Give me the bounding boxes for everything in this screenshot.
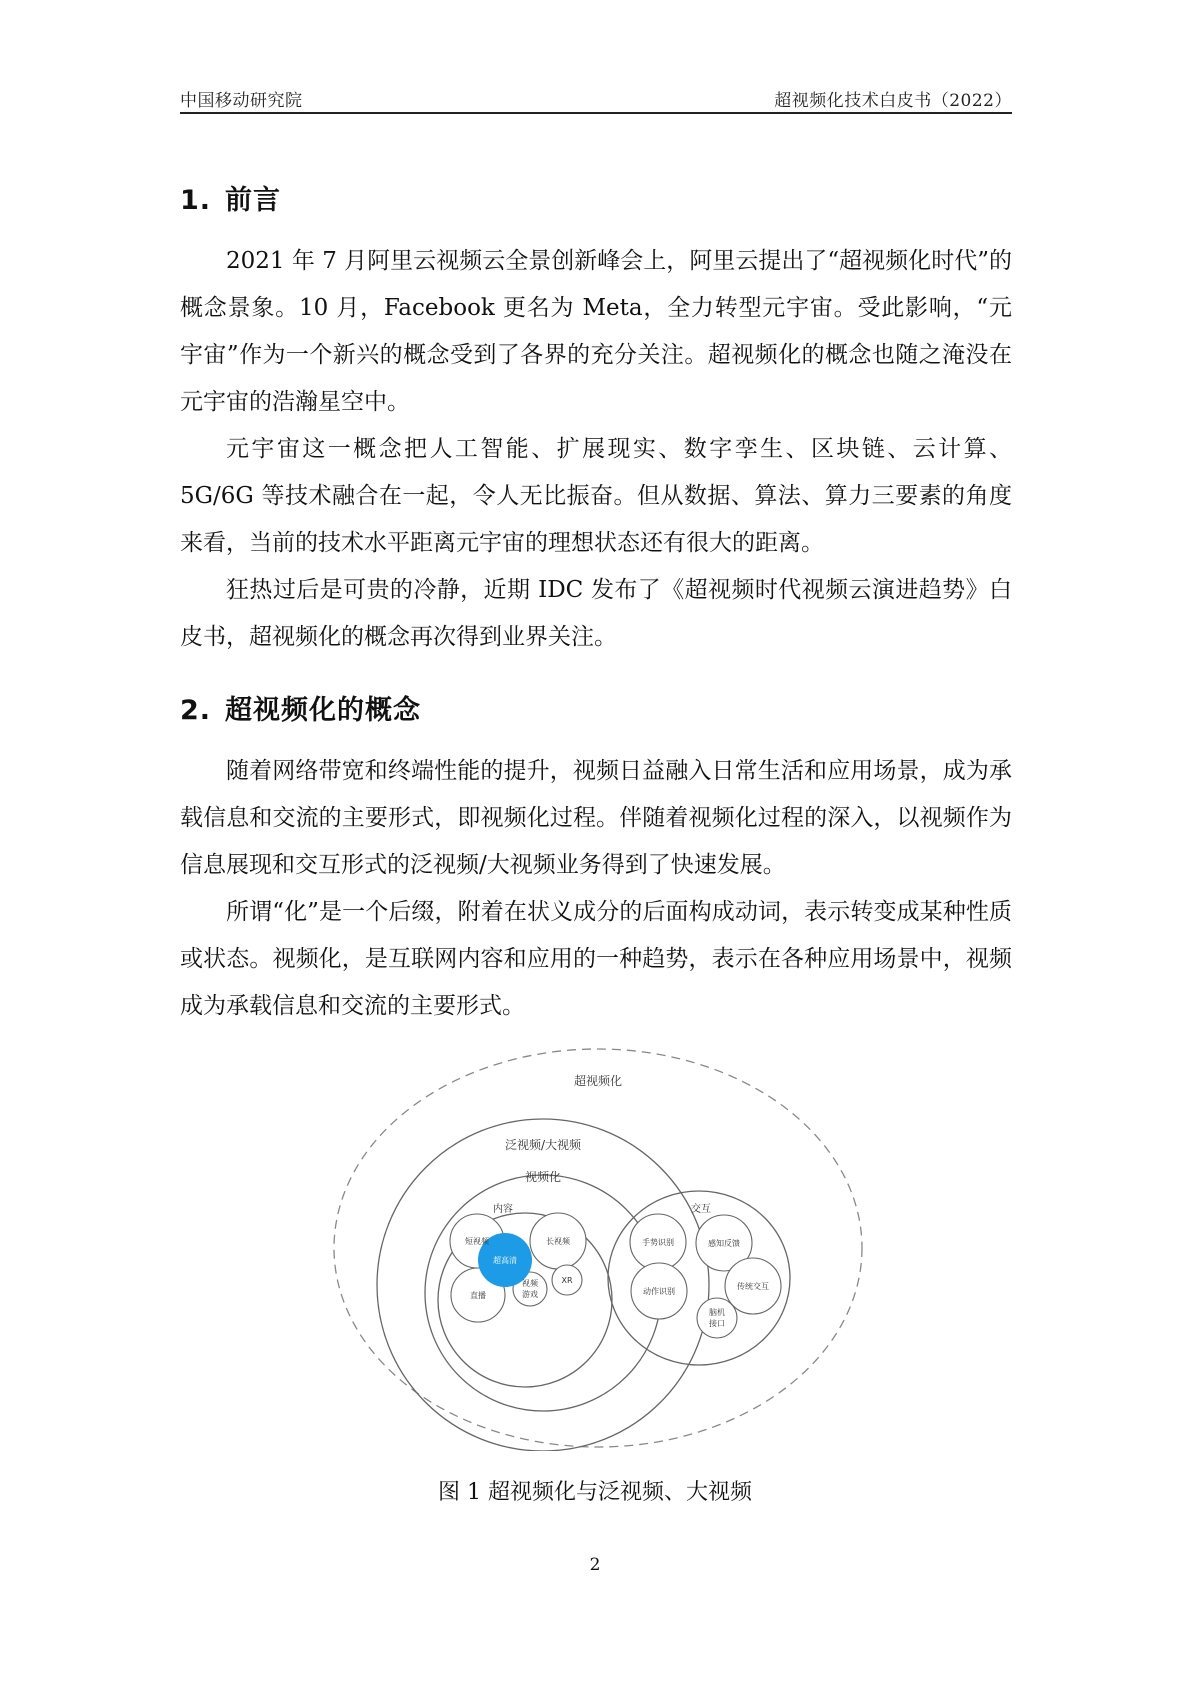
section-1-paragraph-1: 2021 年 7 月阿里云视频云全景创新峰会上，阿里云提出了“超视频化时代”的概念景象。10 月，Facebook 更名为 Meta，全力转型元宇宙。受此影响，“元宇宙”作为一个新兴的概念受到了各界的充分关注。超视频化的概念也随之淹没在元宇宙的浩瀚星空中。 (180, 248, 1012, 415)
section-2-paragraph-1: 随着网络带宽和终端性能的提升，视频日益融入日常生活和应用场景，成为承载信息和交流的主要形式，即视频化过程。伴随着视频化过程的深入，以视频作为信息展现和交互形式的泛视频/大视频业务得到了快速发展。 (180, 758, 1012, 878)
bci-circle (697, 1298, 737, 1338)
traditional-label: 传统交互 (737, 1282, 769, 1291)
gesture-label: 手势识别 (642, 1238, 674, 1247)
page-number: 2 (589, 1555, 601, 1575)
venn-diagram (330, 1045, 866, 1451)
section-2-body (180, 748, 1012, 1030)
pan-video-label: 泛视频/大视频 (504, 1138, 582, 1152)
outer-dashed-ellipse (334, 1049, 862, 1447)
section-1-paragraph-3: 狂热过后是可贵的冷静，近期 IDC 发布了《超视频时代视频云演进趋势》白皮书，超视频化的概念再次得到业界关注。 (180, 577, 1012, 650)
section-1-heading (180, 178, 281, 217)
section-1-title: 前言 (225, 185, 282, 216)
shipinhua-label: 视频化 (524, 1170, 562, 1184)
long-video-label: 长视频 (546, 1237, 570, 1246)
section-2-number: 2. (180, 695, 212, 726)
bci-label-line2: 接口 (709, 1319, 725, 1328)
header-organization: 中国移动研究院 (180, 91, 303, 111)
live-label: 直播 (470, 1291, 486, 1300)
figure-caption: 图 1 超视频化与泛视频、大视频 (438, 1480, 752, 1505)
section-2-heading (180, 688, 421, 727)
header-document-title: 超视频化技术白皮书（2022） (774, 91, 1012, 111)
page-header (180, 82, 1012, 114)
interaction-label: 交互 (691, 1204, 711, 1215)
short-video-label: 短视频 (465, 1237, 489, 1246)
section-1-paragraph-2: 元宇宙这一概念把人工智能、扩展现实、数字孪生、区块链、云计算、5G/6G 等技术融合在一起，令人无比振奋。但从数据、算法、算力三要素的角度来看，当前的技术水平距离元宇宙的理想状态还有很大的距离。 (180, 436, 1012, 556)
section-2-title: 超视频化的概念 (225, 695, 422, 726)
video-game-label-line1: 视频 (522, 1279, 538, 1288)
section-1-number: 1. (180, 185, 212, 216)
xr-label: XR (561, 1276, 573, 1285)
uhd-label: 超高清 (493, 1256, 517, 1265)
section-2-paragraph-2: 所谓“化”是一个后缀，附着在状义成分的后面构成动词，表示转变成某种性质或状态。视频化，是互联网内容和应用的一种趋势，表示在各种应用场景中，视频成为承载信息和交流的主要形式。 (180, 899, 1012, 1019)
section-1-body (180, 238, 1012, 661)
perception-label: 感知反馈 (708, 1239, 740, 1248)
venn-diagram-figure (330, 1045, 866, 1451)
action-label: 动作识别 (643, 1287, 675, 1296)
video-game-label-line2: 游戏 (522, 1290, 538, 1299)
content-label: 内容 (493, 1204, 513, 1215)
outer-label: 超视频化 (573, 1074, 623, 1088)
bci-label-line1: 脑机 (709, 1308, 725, 1317)
